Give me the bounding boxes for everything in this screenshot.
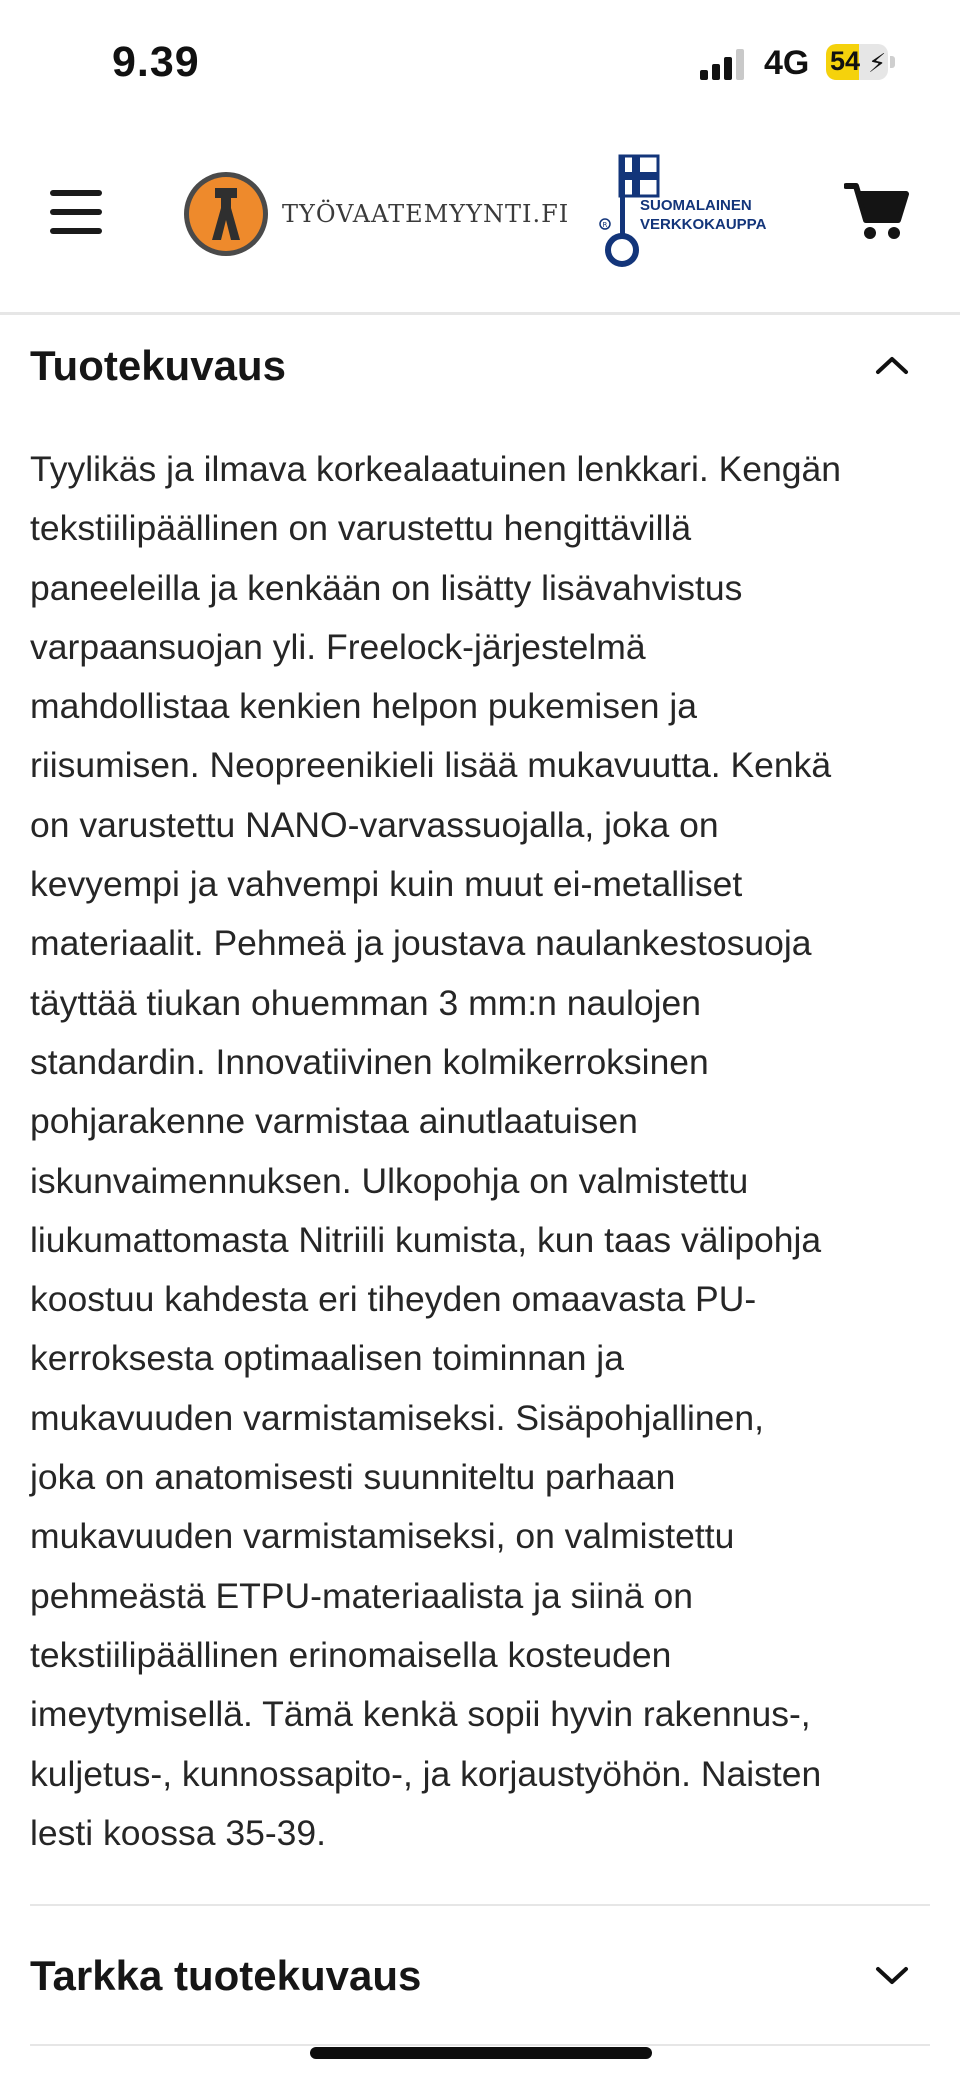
status-time: 9.39 (112, 38, 200, 86)
status-bar (0, 0, 960, 120)
section-divider (30, 1904, 930, 1906)
tyovaatemyynti-logo-icon (182, 170, 270, 258)
detailed-description-section-title[interactable]: Tarkka tuotekuvaus (30, 1952, 422, 1999)
bolt-icon: ⚡ (868, 48, 887, 78)
section-divider-bottom (30, 2044, 930, 2046)
cart-icon[interactable] (844, 180, 910, 242)
product-description-text: Tyylikäs ja ilmava korkealaatuinen lenkkari. Kengän tekstiilipäällinen on varustettu hengittävillä paneeleilla ja kenkään on lisätty lisävahvistus varpaansuojan yli. Freelock-järjestelmä mahdollistaa kenkien helpon pukemisen ja riisumisen. Neopreenikieli lisää mukavuutta. Kenkä on varustettu NANO-varvassuojalla, joka on kevyempi ja vahvempi kuin muut ei-metalliset materiaalit. Pehmeä ja joustava naulankestosuoja täyttää tiukan ohuemman 3 mm:n naulojen standardin. Innovatiivinen kolmikerroksinen pohjarakenne varmistaa ainutlaatuisen iskunvaimennuksen. Ulkopohja on valmistettu liukumattomasta Nitriili kumista, kun taas välipohja koostuu kahdesta eri tiheyden omaavasta PU- kerroksesta optimaalisen toiminnan ja mukavuuden varmistamiseksi. Sisäpohjallinen, joka on anatomisesti suunniteltu parhaan mukavuuden varmistamiseksi, on valmistettu pehmeästä ETPU-materiaalista ja siinä on tekstiilipäällinen erinomaisella kosteuden imeytymisellä. Tämä kenkä sopii hyvin rakennus-, kuljetus-, kunnossapito-, ja korjaustyöhön. Naisten lesti koossa 35-39. (30, 449, 842, 1853)
suomalainen-verkkokauppa-badge (598, 150, 767, 270)
battery-indicator (826, 44, 896, 80)
chevron-up-icon[interactable] (872, 350, 912, 380)
brand-name: TYÖVAATEMYYNTI.FI (282, 200, 570, 228)
chevron-down-icon[interactable] (872, 1960, 912, 1990)
battery-body (826, 44, 888, 80)
hamburger-icon (50, 190, 102, 196)
badge-line-1: SUOMALAINEN (640, 197, 752, 214)
svg-text:R: R (602, 221, 608, 229)
site-header (0, 130, 960, 315)
network-label: 4G (764, 44, 810, 82)
brand-home-link[interactable] (182, 170, 570, 260)
badge-line-2: VERKKOKAUPPA (640, 216, 767, 233)
hamburger-menu-button[interactable] (50, 188, 104, 236)
signal-strength-icon (700, 48, 750, 80)
battery-cap (890, 56, 895, 68)
description-section-title[interactable]: Tuotekuvaus (30, 342, 286, 389)
finnish-badge-text (640, 196, 767, 234)
home-indicator[interactable] (310, 2047, 652, 2059)
battery-percent: 54 (830, 46, 861, 76)
